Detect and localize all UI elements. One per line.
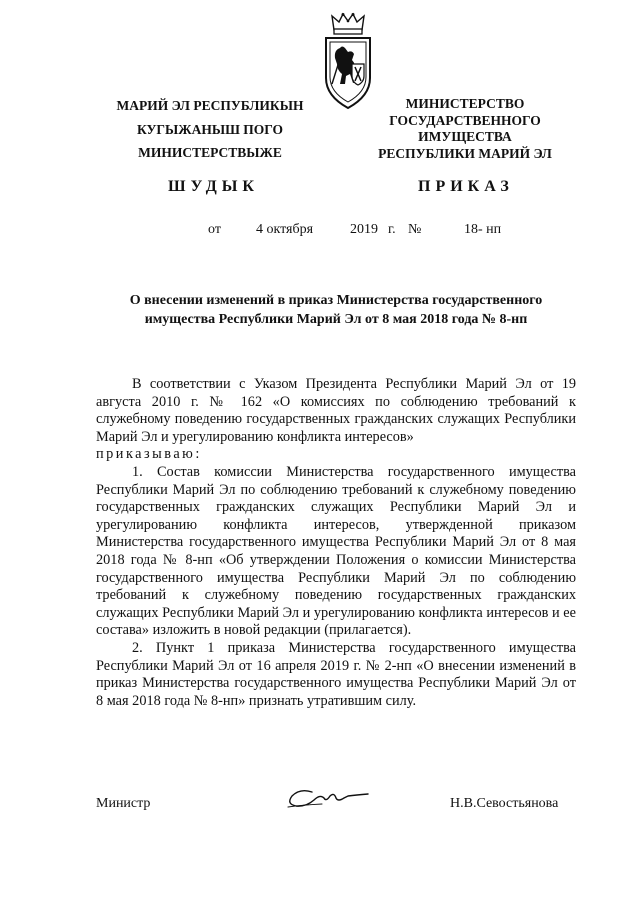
header-right-line-3: ИМУЩЕСТВА [418, 129, 512, 144]
order-word-russian: ПРИКАЗ [418, 178, 514, 195]
header-left-line-3: МИНИСТЕРСТВЫЖЕ [138, 145, 282, 160]
signer-name: Н.В.Севостьянова [450, 796, 559, 811]
signer-position: Министр [96, 796, 151, 811]
handwritten-signature-icon [282, 782, 378, 814]
ministry-name-mari [92, 96, 328, 167]
order-date: 4 октября [256, 222, 314, 237]
header-left-line-1: МАРИЙ ЭЛ РЕСПУБЛИКЫН [116, 98, 304, 113]
number-sign: № [408, 222, 422, 237]
order-number: 18- нп [464, 222, 502, 237]
document-title: О внесении изменений в приказ Министерства государственного имущества Республики Марий Эл от 8 мая 2018 года № 8-нп [129, 293, 543, 327]
order-word: приказываю: [96, 446, 202, 463]
header-left-line-2: КУГЫЖАНЫШ ПОГО [136, 121, 284, 137]
order-item-1: 1. Состав комиссии Министерства государственного имущества Республики Марий Эл по соблюдению требований к служебному поведению государственных гражданских служащих Республики Марий Эл и урегулированию конфликта интересов, утвержденной приказом Министерства государственного имущества Республики Марий Эл от 8 мая 2018 года № 8-нп «Об утверждении Положения о комиссии Министерства государственного имущества Республики Марий Эл по соблюдению требований к служебному поведению государственных гражданских служащих Республики Марий Эл и урегулированию конфликта интересов и ее состава» изложить в новой редакции (прилагается). [96, 463, 576, 639]
header-right-line-1: МИНИСТЕРСТВО [405, 96, 525, 111]
date-from-label: от [208, 222, 221, 237]
header-right-line-2: ГОСУДАРСТВЕННОГО [389, 112, 541, 128]
header-right-line-4: РЕСПУБЛИКИ МАРИЙ ЭЛ [378, 145, 552, 161]
order-word-mari: ШУДЫК [168, 178, 260, 195]
order-item-2: 2. Пункт 1 приказа Министерства государственного имущества Республики Марий Эл от 16 апреля 2019 г. № 2-нп «О внесении изменений в приказ Министерства государственного имущества Республики Марий Эл от 8 мая 2018 года № 8-нп» признать утратившим силу. [96, 639, 576, 709]
intro-paragraph: В соответствии с Указом Президента Республики Марий Эл от 19 августа 2010 г. № 162 «О комиссиях по соблюдению требований к служебному поведению государственных гражданских служащих Республики Марий Эл и урегулированию конфликта интересов» [96, 376, 576, 445]
document-body [96, 376, 576, 710]
order-year: 2019 [350, 222, 378, 237]
order-year-suffix: г. [388, 222, 396, 237]
ministry-name-russian [358, 96, 572, 162]
